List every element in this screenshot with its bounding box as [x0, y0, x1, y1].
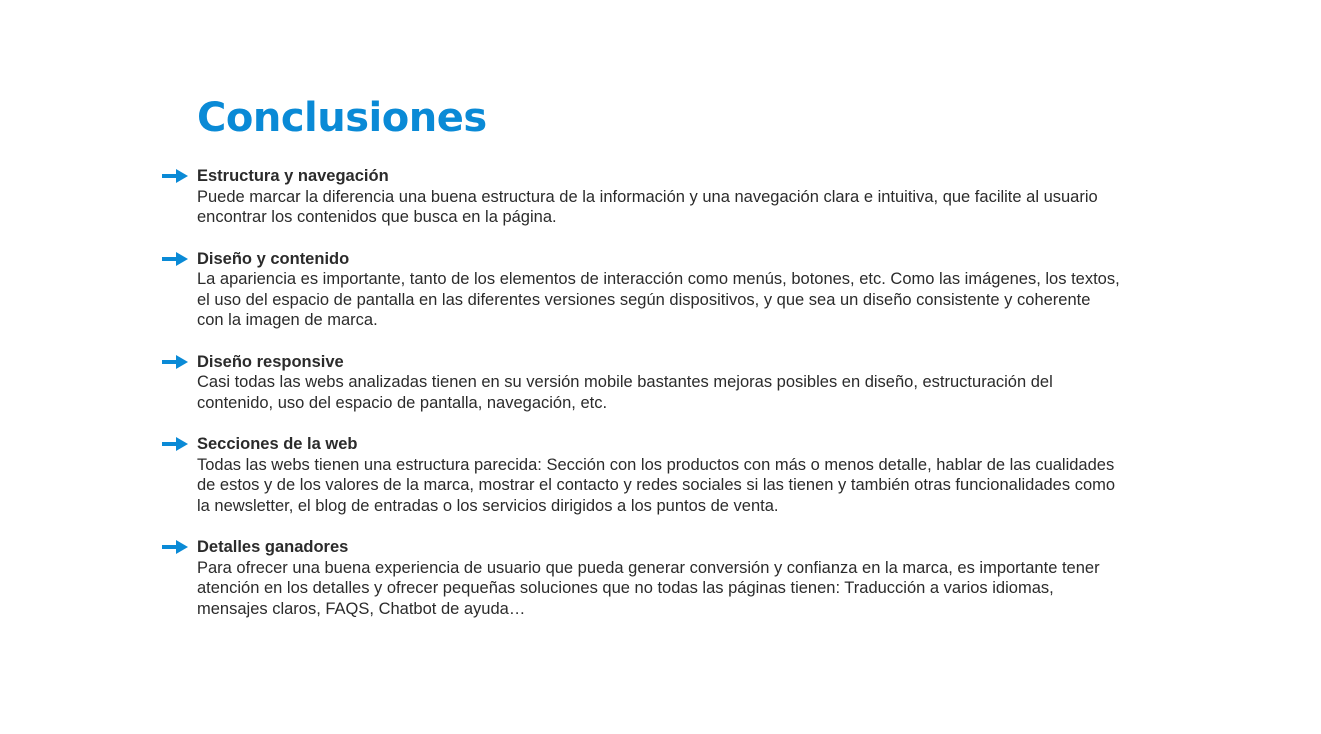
item-heading: Detalles ganadores	[197, 538, 349, 556]
item-heading: Estructura y navegación	[197, 167, 389, 185]
item-heading: Diseño responsive	[197, 352, 344, 371]
arrow-right-icon	[162, 169, 188, 183]
item-text: Puede marcar la diferencia una buena estructura de la información y una navegación clara e intuitiva, que facilite al usuario encontrar los contenidos que busca en la página.	[197, 187, 1098, 226]
item-heading: Diseño y contenido	[197, 249, 350, 268]
page-title: Conclusiones	[197, 95, 487, 141]
arrow-right-icon	[162, 437, 188, 451]
arrow-right-icon	[162, 540, 188, 554]
list-item	[160, 352, 1120, 414]
list-item	[160, 537, 1120, 619]
list-item	[160, 434, 1120, 516]
item-heading: Secciones de la web	[197, 435, 358, 453]
item-text: Casi todas las webs analizadas tienen en su versión mobile bastantes mejoras posibles en diseño, estructuración del contenido, uso del espacio de pantalla, navegación, etc.	[197, 373, 1053, 412]
arrow-right-icon	[162, 252, 188, 266]
item-text: Todas las webs tienen una estructura parecida: Sección con los productos con más o menos detalle, hablar de las cualidades de estos y de los valores de la marca, mostrar el contacto y redes sociales si las tienen y también otras funcionalidades como la newsletter, el blog de entradas o los servicios dirigidos a los puntos de venta.	[197, 455, 1116, 515]
item-text: Para ofrecer una buena experiencia de usuario que pueda generar conversión y confianza en la marca, es importante tener atención en los detalles y ofrecer pequeñas soluciones que no todas las páginas tienen: Traducción a varios idiomas, mensajes claros, FAQS, Chatbot de ayuda…	[197, 558, 1100, 618]
arrow-right-icon	[162, 355, 188, 369]
list-item	[160, 166, 1120, 228]
list-item	[160, 249, 1120, 331]
item-text: La apariencia es importante, tanto de los elementos de interacción como menús, botones, etc. Como las imágenes, los textos, el uso del espacio de pantalla en las diferentes versiones según dispositivos, y que sea un diseño consistente y coherente con la imagen de marca.	[197, 270, 1120, 329]
conclusions-list	[160, 166, 1120, 640]
